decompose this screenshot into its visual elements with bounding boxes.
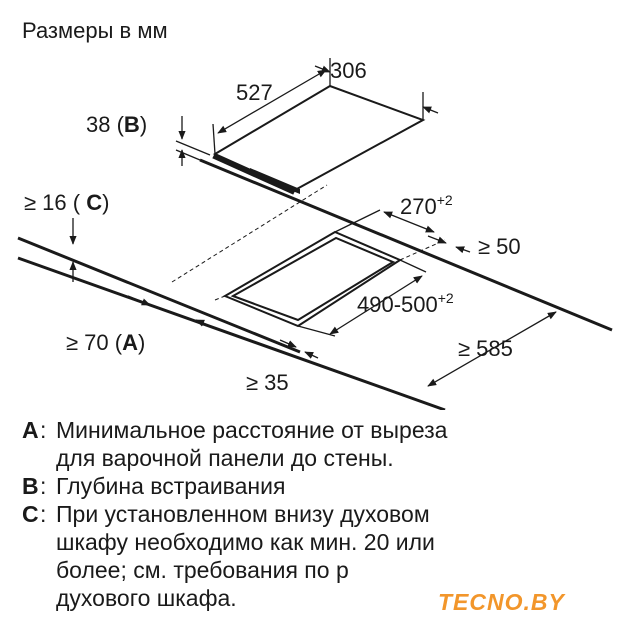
label-585: ≥ 585: [458, 336, 513, 361]
dashed-projection: [215, 296, 225, 300]
ext-line: [335, 210, 380, 232]
label-490: $490-500^{+2}$: [357, 290, 454, 317]
dim-38: [176, 116, 212, 166]
legend-text: При установленном внизу духовом: [56, 501, 430, 527]
dashed-projection: [172, 185, 327, 282]
legend: [22, 416, 622, 612]
legend-item-a: A : Минимальное расстояние от выреза: [22, 417, 448, 443]
dim-35: [280, 340, 318, 358]
legend-text: более; см. требования по р: [56, 557, 349, 583]
legend-key: A: [22, 417, 39, 443]
dim-line: [305, 352, 318, 358]
dim-line: [423, 107, 438, 113]
ext-line: [400, 260, 426, 272]
label-16: ≥ 16 ( C): [24, 190, 110, 215]
watermark-logo: TECNO.BY: [438, 589, 565, 615]
dim-line: [128, 296, 150, 305]
ext-line: [176, 141, 210, 155]
legend-text: Минимальное расстояние от выреза: [56, 417, 448, 443]
label-270: $270^{+2}$: [400, 192, 453, 219]
diagram-title: Размеры в мм: [22, 18, 168, 43]
label-306: 306: [330, 58, 367, 83]
label-50: ≥ 50: [478, 234, 521, 259]
legend-text: шкафу необходимо как мин. 20 или: [56, 529, 435, 555]
dim-line: [428, 236, 446, 243]
dim-50: [428, 236, 470, 252]
label-527: 527: [236, 80, 273, 105]
label-35: ≥ 35: [246, 370, 289, 395]
legend-text: духового шкафа.: [56, 585, 237, 611]
legend-key: C: [22, 501, 39, 527]
ext-line: [213, 124, 215, 154]
legend-text: Глубина встраивания: [56, 473, 286, 499]
legend-text: для варочной панели до стены.: [56, 445, 394, 471]
dim-line: [456, 247, 470, 252]
ext-line: [298, 326, 335, 336]
legend-item-c: C : При установленном внизу духовом: [22, 501, 430, 527]
worktop-front-edge-top: [18, 238, 300, 352]
legend-key: B: [22, 473, 39, 499]
dim-line: [315, 66, 330, 72]
legend-item-b: B : Глубина встраивания: [22, 473, 286, 499]
label-38: 38 (B): [86, 112, 148, 137]
label-70: ≥ 70 (A): [66, 330, 146, 355]
